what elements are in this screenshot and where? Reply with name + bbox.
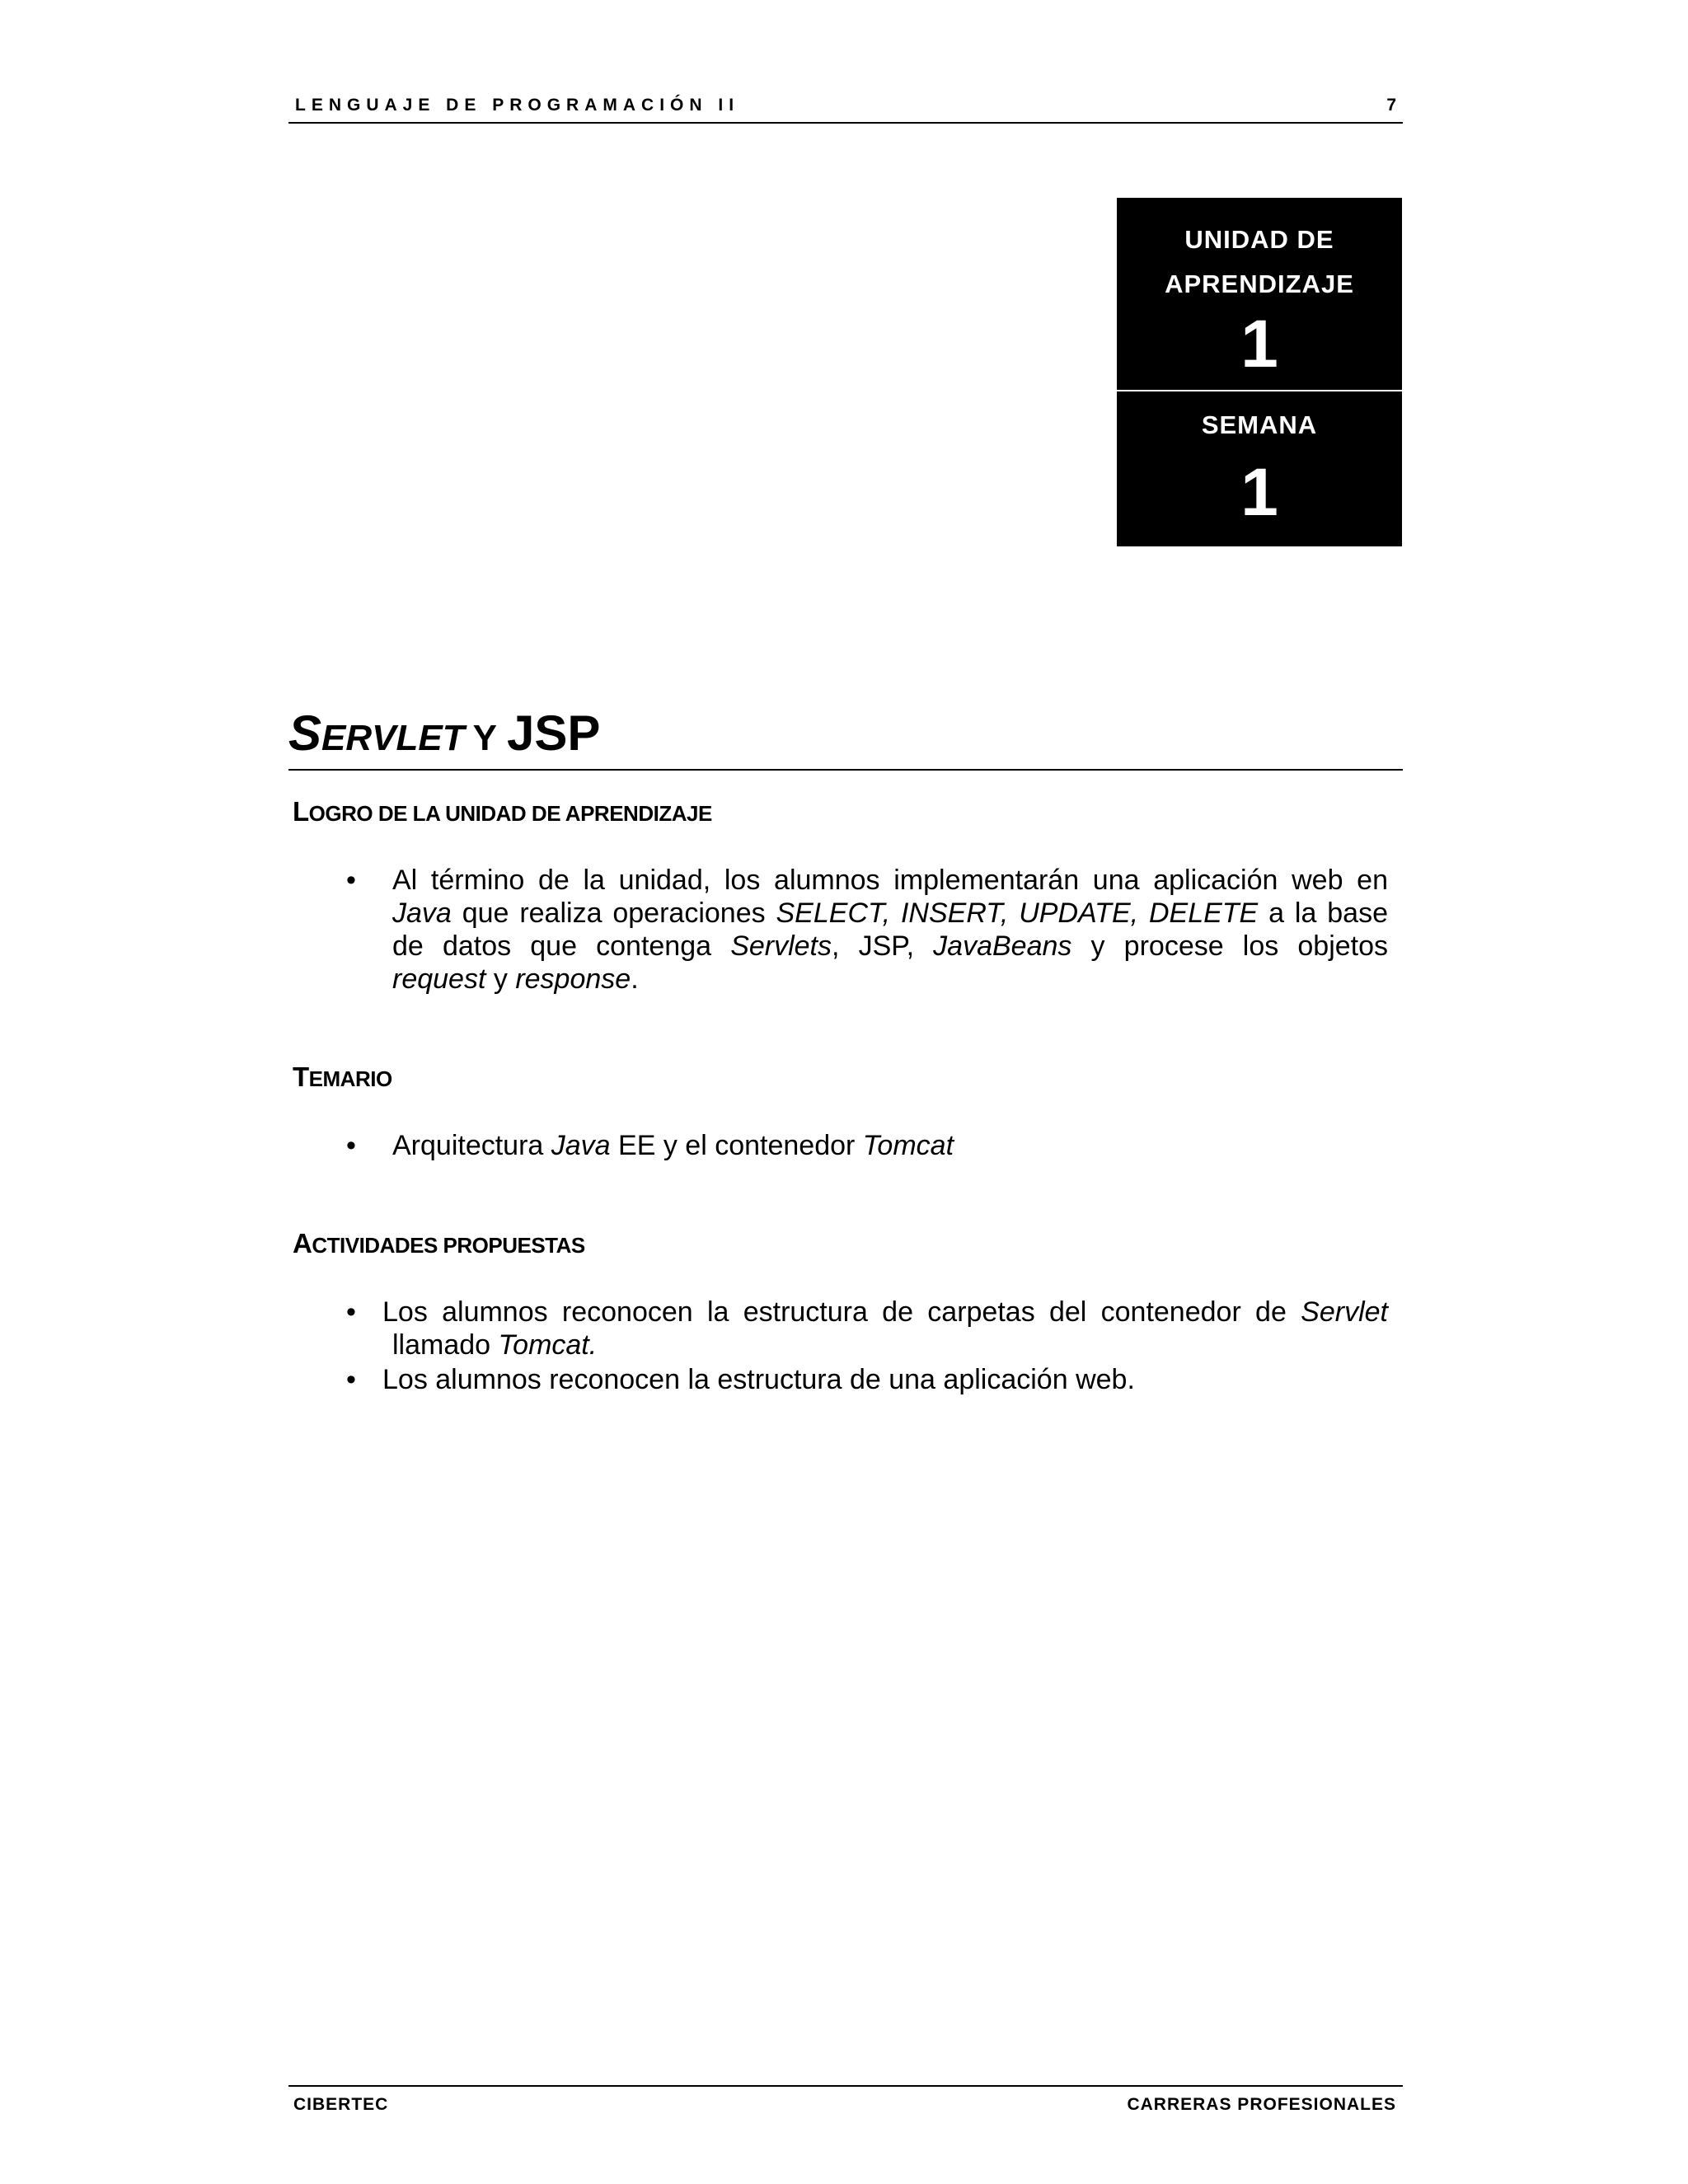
unit-week-box — [1117, 198, 1402, 546]
unit-label-line1: UNIDAD DE — [1184, 225, 1334, 254]
heading-first-letter: T — [293, 1062, 309, 1092]
text-span: Los alumnos reconocen la estructura de una aplicación web. — [382, 1364, 1135, 1395]
logro-line — [392, 963, 1388, 996]
text-span: EE y el contenedor — [610, 1130, 863, 1161]
week-label: SEMANA — [1201, 410, 1318, 439]
heading-rest: CTIVIDADES PROPUESTAS — [312, 1233, 585, 1258]
unit-section — [1117, 198, 1402, 391]
text-italic: JavaBeans — [933, 930, 1072, 962]
text-italic: request — [392, 963, 486, 995]
unit-number: 1 — [1240, 307, 1278, 382]
actividades-bullet-item — [382, 1296, 1388, 1361]
section-heading-actividades — [293, 1228, 585, 1259]
logro-line: Al término de la unidad, los alumnos implementarán una aplicación web en — [392, 865, 1388, 896]
logro-line — [392, 897, 1388, 930]
text-span: que realiza operaciones — [451, 898, 776, 929]
text-span: Los alumnos reconocen la estructura de carpetas del contenedor de — [382, 1296, 1301, 1328]
text-span: llamado — [392, 1329, 499, 1361]
text-italic: Java — [392, 898, 452, 929]
text-italic: response — [515, 963, 631, 995]
page-number: 7 — [1386, 96, 1396, 115]
title-first-letter: S — [288, 705, 322, 761]
temario-bullet-item — [392, 1129, 1388, 1162]
title-connector: Y — [472, 718, 497, 758]
text-span: a la base — [1258, 898, 1388, 929]
page-title — [288, 705, 1403, 771]
heading-rest: EMARIO — [308, 1066, 392, 1091]
unit-label — [1117, 218, 1402, 307]
text-italic: Servlets — [730, 930, 832, 962]
heading-first-letter: A — [293, 1228, 312, 1258]
actividades-bullet-item — [382, 1363, 1388, 1396]
section-heading-temario — [293, 1062, 392, 1093]
text-italic: Tomcat — [862, 1130, 954, 1161]
title-rest: ERVLET — [321, 718, 465, 758]
title-second-word: JSP — [506, 705, 601, 761]
section-heading-logro — [293, 796, 712, 827]
bullet-icon: • — [346, 1130, 356, 1161]
heading-first-letter: L — [293, 796, 309, 827]
bullet-icon: • — [346, 1364, 356, 1395]
footer-right: CARRERAS PROFESIONALES — [1127, 2095, 1396, 2114]
header-title: LENGUAJE DE PROGRAMACIÓN II — [295, 96, 740, 115]
bullet-icon: • — [346, 1296, 356, 1328]
text-span: y — [485, 963, 516, 995]
actividades-line — [382, 1329, 1388, 1361]
text-span: , JSP, — [832, 930, 934, 962]
bullet-icon: • — [346, 865, 356, 896]
logro-bullet-item — [392, 864, 1388, 996]
text-span: . — [631, 963, 639, 995]
logro-line — [392, 930, 1388, 963]
page-header — [288, 92, 1403, 124]
actividades-line — [382, 1296, 1388, 1329]
page-footer — [288, 2085, 1403, 2114]
text-italic: Tomcat. — [498, 1329, 598, 1361]
week-number: 1 — [1240, 455, 1278, 530]
unit-label-line2: APRENDIZAJE — [1165, 269, 1354, 298]
text-italic: Java — [551, 1130, 611, 1161]
text-italic: Servlet — [1301, 1296, 1388, 1328]
heading-rest: OGRO DE LA UNIDAD DE APRENDIZAJE — [308, 801, 712, 826]
text-italic: SELECT, INSERT, UPDATE, DELETE — [776, 898, 1259, 929]
text-span: y procese los objetos — [1071, 930, 1389, 962]
footer-left: CIBERTEC — [293, 2095, 389, 2114]
text-span: Arquitectura — [392, 1130, 551, 1161]
text-span: de datos que contenga — [392, 930, 731, 962]
